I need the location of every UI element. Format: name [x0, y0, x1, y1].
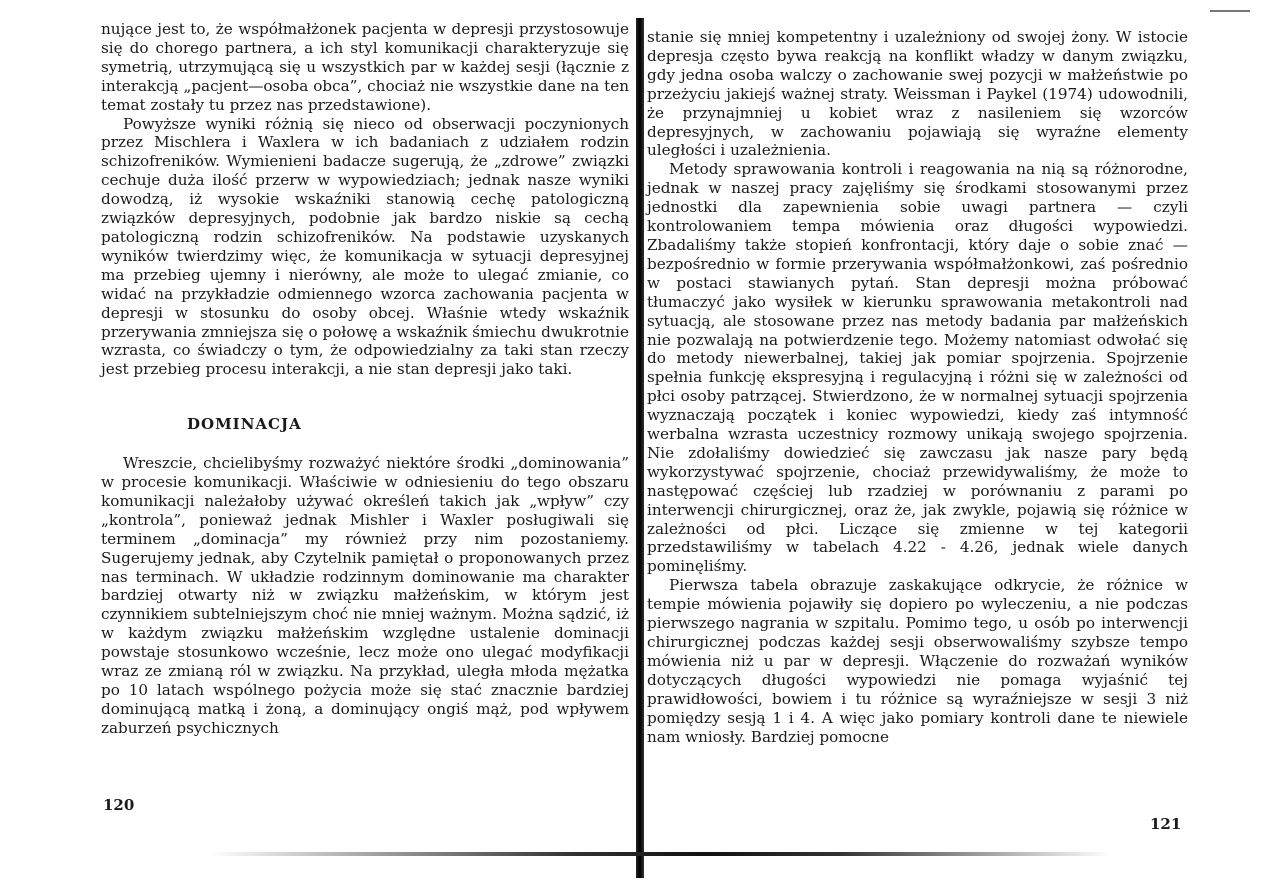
- book-gutter: [636, 18, 644, 878]
- left-paragraph-2: Powyższe wyniki różnią się nieco od obserwacji poczynionych przez Mischlera i Waxlera w ich badaniach z udziałem rodzin schizofreników. Wymienieni badacze sugerują, że „zdrowe” związki cechuje duża ilość przerw w wypowiedziach; jednak nasze wyniki dowodzą, iż wysokie wskaźniki stanowią cechę patologiczną związków depresyjnych, podobnie jak bardzo niskie są cechą patologiczną rodzin schizofreników. Na podstawie uzyskanych wyników twierdzimy więc, że komunikacja w sytuacji depresyjnej ma przebieg ujemny i nierówny, ale może to ulegać zmianie, co widać na przykładzie odmiennego wzorca zachowania pacjenta w depresji w stosunku do osoby obcej. Właśnie wtedy wskaźnik przerywania zmniejsza się o połowę a wskaźnik śmiechu dwukrotnie wzrasta, co świadczy o tym, że odpowiedzialny za taki stan rzeczy jest przebieg procesu interakcji, a nie stan depresji jako taki.: [101, 114, 629, 379]
- left-paragraph-1: nujące jest to, że współmałżonek pacjenta w depresji przystosowuje się do chorego partnera, a ich styl komunikacji charakteryzuje się symetrią, utrzymującą się u wszystkich par w każdej sesji (łącznie z interakcją „pacjent—osoba obca”, chociaż nie wszystkie dane na ten temat zostały tu przez nas przedstawione).: [101, 20, 629, 114]
- book-bottom-edge: [210, 852, 1110, 856]
- left-paragraph-3: Wreszcie, chcielibyśmy rozważyć niektóre środki „dominowania” w procesie komunikacji. Właściwie w odniesieniu do tego obszaru komunikacji należałoby używać określeń takich jak „wpływ” czy „kontrola”, ponieważ jednak Mishler i Waxler posługiwali się terminem „dominacja” my również przy nim pozostaniemy. Sugerujemy jednak, aby Czytelnik pamiętał o proponowanych przez nas terminach. W układzie rodzinnym dominowanie ma charakter bardziej otwarty niż w związku małżeńskim, w którym jest czynnikiem subtelniejszym choć nie mniej ważnym. Można sądzić, iż w każdym związku małżeńskim względne ustalenie dominacji powstaje stosunkowo wcześnie, lecz może ono ulegać modyfikacji wraz ze zmianą ról w związku. Na przykład, uległa młoda mężatka po 10 latach wspólnego pożycia może się stać znacznie bardziej dominującą matką i żoną, a dominujący ongiś mąż, pod wpływem zaburzeń psychicznych: [101, 454, 629, 737]
- page-number-right: 121: [1150, 815, 1182, 833]
- section-heading: DOMINACJA: [187, 415, 302, 434]
- right-paragraph-2: Metody sprawowania kontroli i reagowania na nią są różnorodne, jednak w naszej pracy zajęliśmy się środkami stosowanymi przez jednostki dla zapewnienia sobie uwagi partnera — czyli kontrolowaniem tempa mówienia oraz długości wypowiedzi. Zbadaliśmy także stopień konfrontacji, który daje o sobie znać — bezpośrednio w formie przerywania współmałżonkowi, zaś pośrednio w postaci stawianych pytań. Stan depresji można próbować tłumaczyć jako wysiłek w kierunku sprawowania metakontroli nad sytuacją, ale stosowane przez nas metody badania par małżeńskich nie pozwalają na potwierdzenie tego. Możemy natomiast odwołać się do metody niewerbalnej, takiej jak pomiar spojrzenia. Spojrzenie spełnia funkcję ekspresyjną i regulacyjną i różni się w zależności od płci osoby patrzącej. Stwierdzono, że w normalnej sytuacji spojrzenia wyznaczają początek i koniec wypowiedzi, kiedy zaś intymność werbalna wzrasta uczestnicy rozmowy unikają swojego spojrzenia. Nie zdołaliśmy dowiedzieć się zawczasu jak nasze pary będą wykorzystywać spojrzenie, chociaż przewidywaliśmy, że może to następować częściej lub rzadziej w porównaniu z parami po interwencji chirurgicznej, oraz że, jak zwykle, pojawią się różnice w zależności od płci. Liczące się zmienne w tej kategorii przedstawiliśmy w tabelach 4.22 - 4.26, jednak wiele danych pominęliśmy.: [647, 160, 1188, 576]
- page-number-left: 120: [103, 796, 135, 814]
- right-paragraph-3: Pierwsza tabela obrazuje zaskakujące odkrycie, że różnice w tempie mówienia pojawiły się dopiero po wyleczeniu, a nie podczas pierwszego nagrania w szpitalu. Pomimo tego, u osób po interwencji chirurgicznej podczas każdej sesji obserwowaliśmy szybsze tempo mówienia niż u par w depresji. Włączenie do rozważań wyników dotyczących długości wypowiedzi nie pomaga wyjaśnić tej prawidłowości, bowiem i tu różnice są wyraźniejsze w sesji 3 niż pomiędzy sesją 1 i 4. A więc jako pomiary kontroli dane te niewiele nam wniosły. Bardziej pomocne: [647, 576, 1188, 746]
- right-paragraph-1: stanie się mniej kompetentny i uzależniony od swojej żony. W istocie depresja często bywa reakcją na konflikt władzy w danym związku, gdy jedna osoba walczy o zachowanie swej pozycji w małżeństwie po przeżyciu jakiejś ważnej straty. Weissman i Paykel (1974) udowodnili, że przynajmniej u kobiet wraz z nasileniem się wzorców depresyjnych, w zachowaniu pojawiają się wyraźne elementy uległości i uzależnienia.: [647, 28, 1188, 160]
- left-page: [101, 20, 629, 738]
- page-edge-mark: [1210, 10, 1250, 12]
- right-page: [647, 28, 1188, 746]
